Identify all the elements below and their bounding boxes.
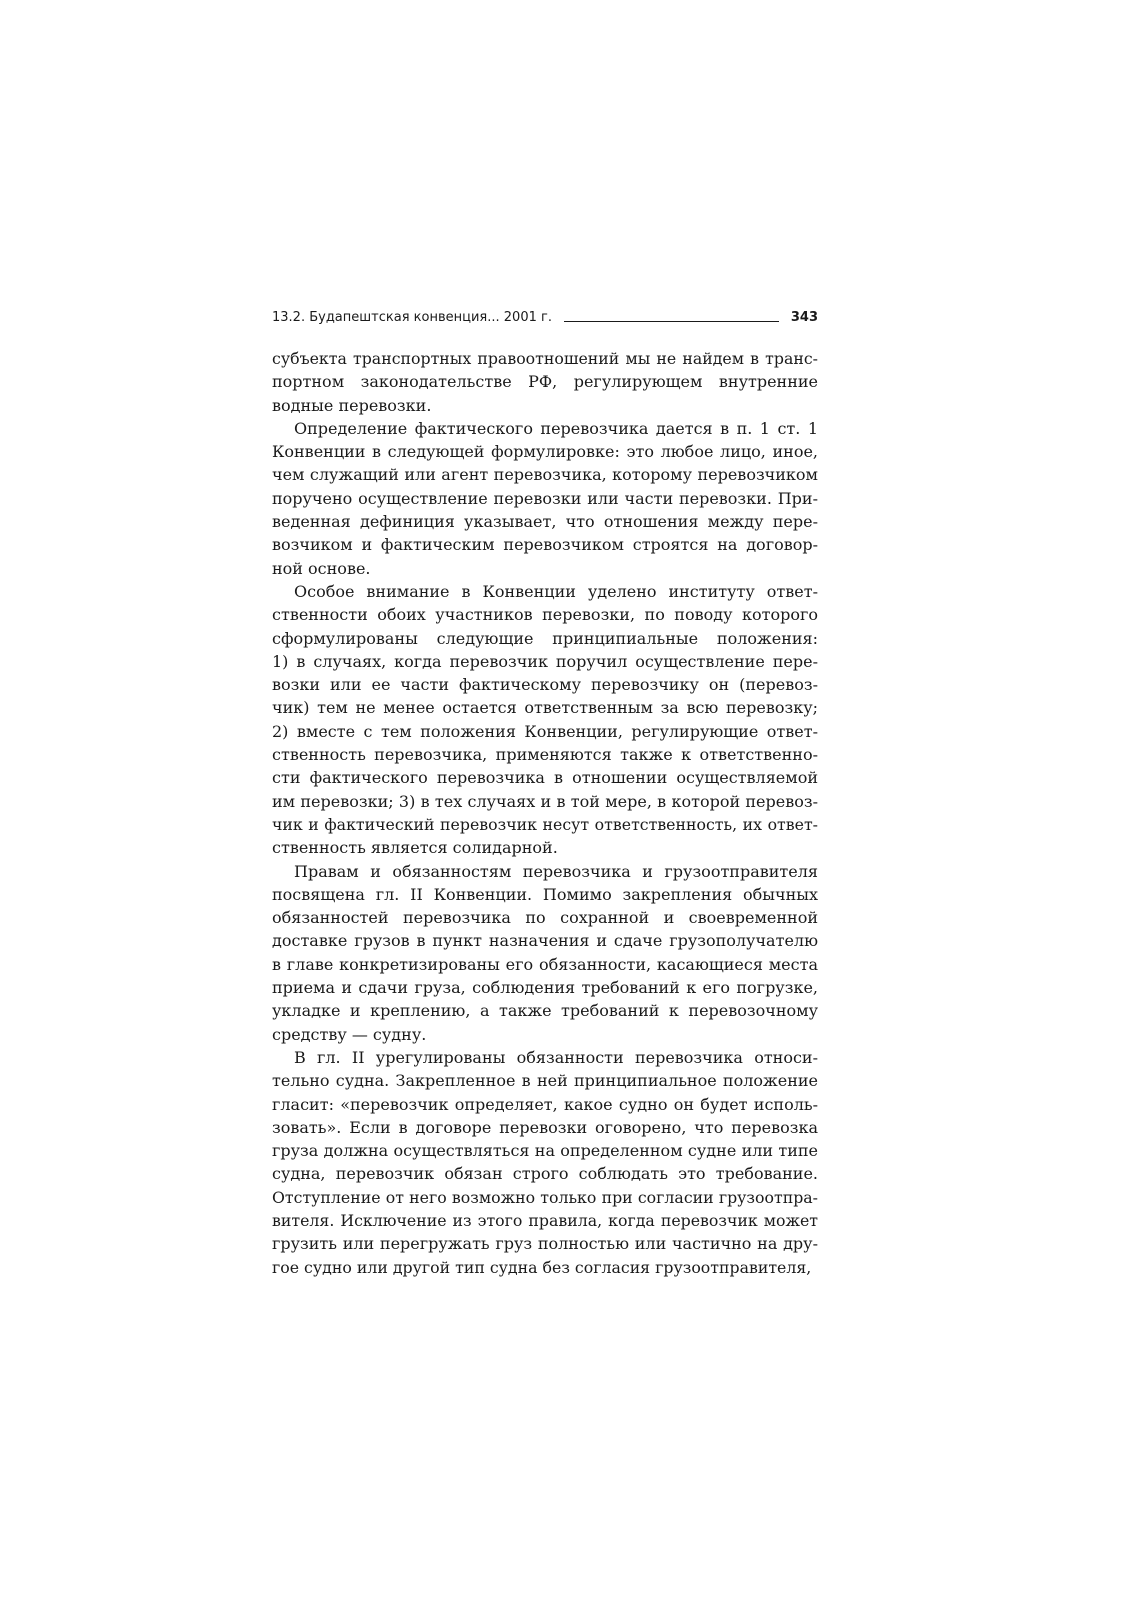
text-line: обязанностей перевозчика по сохранной и своевременной (272, 908, 818, 928)
text-line: водные перевозки. (272, 395, 432, 415)
text-line: ственности обоих участников перевозки, по поводу которого (272, 605, 818, 625)
header-rule (564, 321, 779, 322)
paragraph (272, 580, 818, 860)
text-line: чем служащий или агент перевозчика, которому перевозчиком (272, 465, 818, 485)
text-line: зовать». Если в договоре перевозки оговорено, что перевозка (272, 1117, 818, 1137)
paragraph (272, 347, 818, 417)
book-page (272, 305, 818, 1279)
running-header (272, 305, 818, 325)
paragraph (272, 417, 818, 580)
text-line: Особое внимание в Конвенции уделено институту ответ- (294, 581, 818, 601)
text-line: тельно судна. Закрепленное в ней принципиальное положение (272, 1071, 818, 1091)
text-line: Конвенции в следующей формулировке: это любое лицо, иное, (272, 442, 818, 462)
text-line: средству — судну. (272, 1024, 427, 1044)
text-line: Определение фактического перевозчика дается в п. 1 ст. 1 (294, 418, 818, 438)
text-line: вителя. Исключение из этого правила, когда перевозчик может (272, 1210, 818, 1230)
text-line: приема и сдачи груза, соблюдения требований к его погрузке, (272, 978, 818, 998)
running-header-title: 13.2. Будапештская конвенция... 2001 г. (272, 310, 552, 325)
text-line: ственность является солидарной. (272, 838, 558, 858)
text-line: В гл. II урегулированы обязанности перевозчика относи- (294, 1047, 818, 1067)
text-line: гласит: «перевозчик определяет, какое судно он будет исполь- (272, 1094, 818, 1114)
text-line: Отступление от него возможно только при согласии грузоотпра- (272, 1187, 818, 1207)
text-line: ной основе. (272, 558, 371, 578)
text-line: чик и фактический перевозчик несут ответственность, их ответ- (272, 814, 818, 834)
text-line: возки или ее части фактическому перевозчику он (перевоз- (272, 675, 818, 695)
text-line: 1) в случаях, когда перевозчик поручил осуществление пере- (272, 651, 818, 671)
text-line: сформулированы следующие принципиальные положения: (272, 628, 818, 648)
text-line: им перевозки; 3) в тех случаях и в той мере, в которой перевоз- (272, 791, 818, 811)
text-line: доставке грузов в пункт назначения и сдаче грузополучателю (272, 931, 818, 951)
text-line: сти фактического перевозчика в отношении осуществляемой (272, 768, 818, 788)
paragraph (272, 860, 818, 1046)
text-line: груза должна осуществляться на определенном судне или типе (272, 1141, 818, 1161)
text-line: посвящена гл. II Конвенции. Помимо закрепления обычных (272, 884, 818, 904)
text-line: гое судно или другой тип судна без согласия грузоотправителя, (272, 1257, 812, 1277)
text-line: возчиком и фактическим перевозчиком строятся на договор- (272, 535, 818, 555)
text-line: 2) вместе с тем положения Конвенции, регулирующие ответ- (272, 721, 818, 741)
text-line: субъекта транспортных правоотношений мы не найдем в транс- (272, 349, 818, 368)
text-line: укладке и креплению, а также требований к перевозочному (272, 1001, 818, 1021)
text-line: Правам и обязанностям перевозчика и грузоотправителя (294, 861, 818, 881)
body-text (272, 347, 818, 1279)
paragraph (272, 1046, 818, 1279)
text-line: портном законодательстве РФ, регулирующем внутренние (272, 372, 818, 392)
text-line: чик) тем не менее остается ответственным за всю перевозку; (272, 698, 818, 718)
text-line: ственность перевозчика, применяются также к ответственно- (272, 745, 818, 765)
text-line: грузить или перегружать груз полностью или частично на дру- (272, 1234, 818, 1254)
page-number: 343 (790, 310, 818, 325)
text-line: судна, перевозчик обязан строго соблюдать это требование. (272, 1164, 818, 1184)
text-line: веденная дефиниция указывает, что отношения между пере- (272, 512, 818, 532)
text-line: в главе конкретизированы его обязанности, касающиеся места (272, 954, 818, 974)
text-line: поручено осуществление перевозки или части перевозки. При- (272, 488, 818, 508)
